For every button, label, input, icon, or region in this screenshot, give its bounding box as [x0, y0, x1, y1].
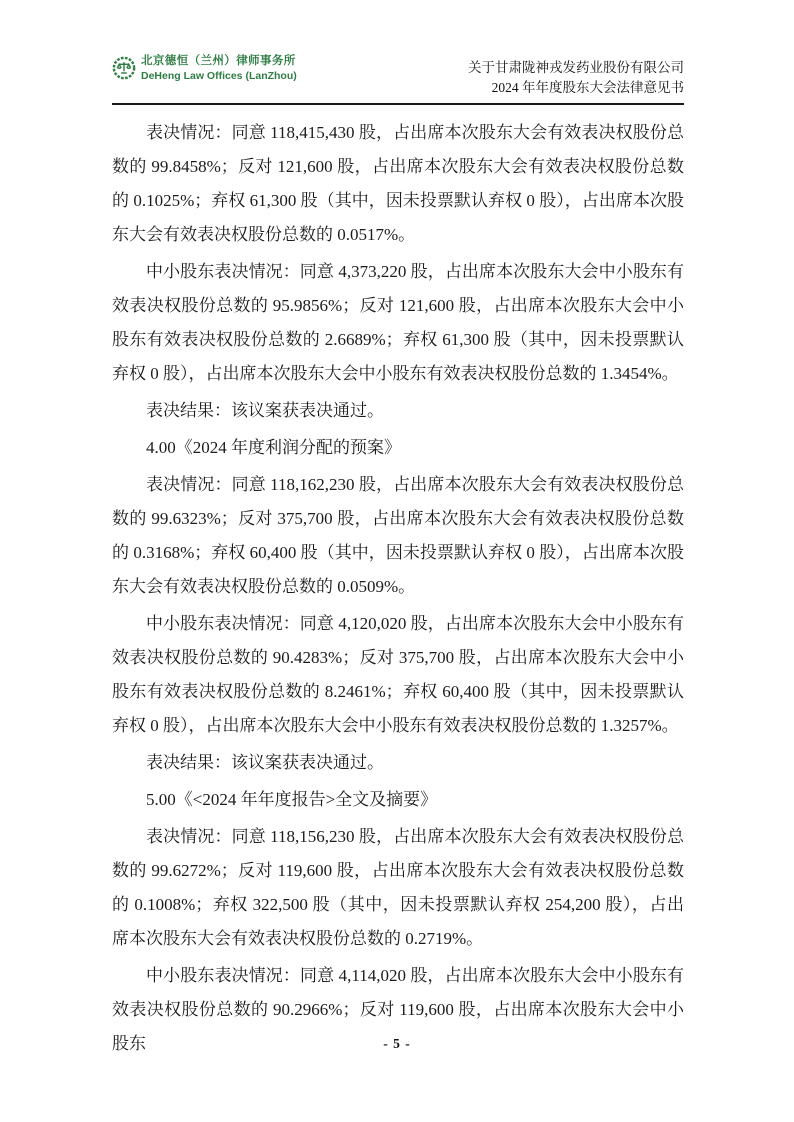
firm-name-zh: 北京德恒（兰州）律师事务所: [141, 55, 296, 67]
deheng-logo-icon: [112, 56, 136, 80]
page-number: - 5 -: [383, 1036, 411, 1051]
heading-item-4: 4.00《2024 年度利润分配的预案》: [146, 438, 401, 457]
para-vote-overall-item5: 表决情况：同意 118,156,230 股，占出席本次股东大会有效表决权股份总数的 99.6272%；反对 119,600 股，占出席本次股东大会有效表决权股份总数的 0.1008%；弃权 322,500 股（其中，因未投票默认弃权 254,200 股），占出席本次股东大会有效表决权股份总数的 0.2719%。: [112, 827, 684, 948]
para-vote-minority-item5: 中小股东表决情况：同意 4,114,020 股，占出席本次股东大会中小股东有效表决权股份总数的 90.2966%；反对 119,600 股，占出席本次股东大会中小股东: [112, 966, 684, 1053]
para-vote-overall-item3: 表决情况：同意 118,415,430 股，占出席本次股东大会有效表决权股份总数的 99.8458%；反对 121,600 股，占出席本次股东大会有效表决权股份总数的 0.1025%；弃权 61,300 股（其中，因未投票默认弃权 0 股），占出席本次股东大会有效表决权股份总数的 0.0517%。: [112, 123, 684, 244]
document-title-line1: 关于甘肃陇神戎发药业股份有限公司: [468, 60, 684, 75]
firm-name-en: DeHeng Law Offices (LanZhou): [141, 69, 297, 82]
firm-name-block: [141, 56, 297, 81]
page-header: [112, 52, 684, 98]
para-vote-minority-item4: 中小股东表决情况：同意 4,120,020 股，占出席本次股东大会中小股东有效表决权股份总数的 90.4283%；反对 375,700 股，占出席本次股东大会中小股东有效表决权股份总数的 8.2461%；弃权 60,400 股（其中，因未投票默认弃权 0 股），占出席本次股东大会中小股东有效表决权股份总数的 1.3257%。: [112, 614, 684, 735]
para-vote-overall-item4: 表决情况：同意 118,162,230 股，占出席本次股东大会有效表决权股份总数的 99.6323%；反对 375,700 股，占出席本次股东大会有效表决权股份总数的 0.3168%；弃权 60,400 股（其中，因未投票默认弃权 0 股），占出席本次股东大会有效表决权股份总数的 0.0509%。: [112, 475, 684, 596]
document-body: [112, 116, 684, 1061]
para-vote-result-item4: 表决结果：该议案获表决通过。: [146, 753, 384, 772]
heading-item-5: 5.00《<2024 年年度报告>全文及摘要》: [146, 790, 438, 809]
header-divider: [112, 103, 684, 105]
para-vote-result-item3: 表决结果：该议案获表决通过。: [146, 401, 384, 420]
document-title: [468, 52, 684, 98]
document-title-line2: 2024 年年度股东大会法律意见书: [491, 80, 684, 95]
para-vote-minority-item3: 中小股东表决情况：同意 4,373,220 股，占出席本次股东大会中小股东有效表决权股份总数的 95.9856%；反对 121,600 股，占出席本次股东大会中小股东有效表决权股份总数的 2.6689%；弃权 61,300 股（其中，因未投票默认弃权 0 股），占出席本次股东大会中小股东有效表决权股份总数的 1.3454%。: [112, 262, 684, 383]
page-footer: [0, 1036, 794, 1052]
firm-brand: [112, 52, 297, 81]
